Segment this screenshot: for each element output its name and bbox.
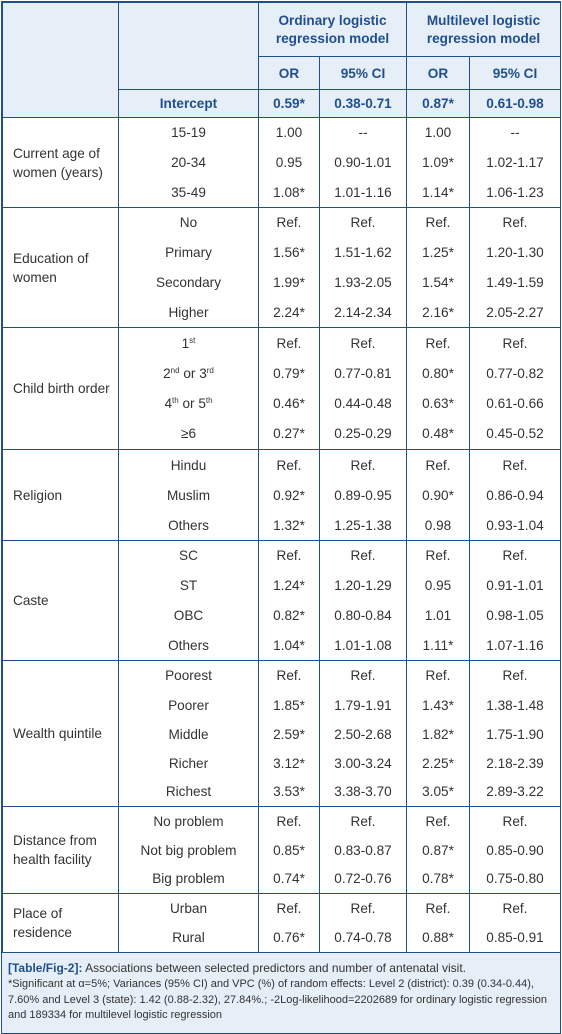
category-cell: Rural — [119, 924, 259, 953]
category-cell: Middle — [119, 720, 259, 749]
category-cell: OBC — [119, 601, 259, 631]
intercept-ci-multilevel: 0.61-0.98 — [470, 90, 561, 118]
table-row — [3, 118, 561, 148]
ci-multilevel-cell: 0.93-1.04 — [470, 511, 561, 541]
ci-multilevel-cell: 1.20-1.30 — [470, 238, 561, 268]
or-multilevel-cell: Ref. — [407, 807, 470, 836]
ci-multilevel-cell: 0.77-0.82 — [470, 359, 561, 389]
or-multilevel-cell: Ref. — [407, 450, 470, 481]
or-ordinary-cell: 2.59* — [259, 720, 320, 749]
intercept-or-multilevel: 0.87* — [407, 90, 470, 118]
or-multilevel-cell: 2.16* — [407, 298, 470, 328]
or-ordinary-cell: Ref. — [259, 661, 320, 691]
category-cell: Others — [119, 511, 259, 541]
or-multilevel-cell: Ref. — [407, 208, 470, 238]
ci-multilevel-cell: Ref. — [470, 208, 561, 238]
or-ordinary-cell: Ref. — [259, 450, 320, 481]
or-header: OR — [259, 57, 320, 90]
ci-multilevel-cell: 0.86-0.94 — [470, 481, 561, 511]
category-cell: 2nd or 3rd — [119, 359, 259, 389]
or-ordinary-cell: 1.32* — [259, 511, 320, 541]
category-cell: 1st — [119, 328, 259, 359]
category-cell: Others — [119, 631, 259, 661]
or-ordinary-cell: 1.24* — [259, 571, 320, 601]
ci-multilevel-cell: 2.89-3.22 — [470, 778, 561, 807]
or-multilevel-cell: Ref. — [407, 661, 470, 691]
or-ordinary-cell: Ref. — [259, 328, 320, 359]
ci-ordinary-cell: Ref. — [320, 661, 407, 691]
ci-multilevel-cell: 0.45-0.52 — [470, 419, 561, 450]
ci-multilevel-cell: 0.91-1.01 — [470, 571, 561, 601]
or-ordinary-cell: 3.12* — [259, 749, 320, 778]
or-ordinary-cell: 1.04* — [259, 631, 320, 661]
ci-multilevel-cell: 1.02-1.17 — [470, 148, 561, 178]
ordinary-model-header: Ordinary logistic regression model — [259, 3, 407, 57]
ci-ordinary-cell: Ref. — [320, 541, 407, 571]
table-caption — [2, 953, 560, 1024]
ci-ordinary-cell: Ref. — [320, 450, 407, 481]
or-ordinary-cell: 0.85* — [259, 836, 320, 865]
model-header-row — [3, 3, 561, 57]
ci-ordinary-cell: 0.83-0.87 — [320, 836, 407, 865]
ci-multilevel-cell: 0.85-0.90 — [470, 836, 561, 865]
or-ordinary-cell: Ref. — [259, 208, 320, 238]
intercept-label: Intercept — [119, 90, 259, 118]
or-multilevel-cell: 0.98 — [407, 511, 470, 541]
ci-ordinary-cell: Ref. — [320, 807, 407, 836]
ci-ordinary-cell: 0.80-0.84 — [320, 601, 407, 631]
ci-ordinary-cell: 0.90-1.01 — [320, 148, 407, 178]
or-multilevel-cell: 0.48* — [407, 419, 470, 450]
or-ordinary-cell: 1.99* — [259, 268, 320, 298]
or-ordinary-cell: 1.85* — [259, 691, 320, 720]
stub-cell — [119, 3, 259, 90]
or-ordinary-cell: 0.79* — [259, 359, 320, 389]
or-multilevel-cell: 1.82* — [407, 720, 470, 749]
variable-cell: Wealth quintile — [3, 661, 119, 807]
intercept-ci-ordinary: 0.38-0.71 — [320, 90, 407, 118]
category-cell: 35-49 — [119, 178, 259, 208]
ci-multilevel-cell: 1.38-1.48 — [470, 691, 561, 720]
category-cell: Poorest — [119, 661, 259, 691]
ci-ordinary-cell: 1.20-1.29 — [320, 571, 407, 601]
ci-multilevel-cell: Ref. — [470, 450, 561, 481]
or-multilevel-cell: Ref. — [407, 894, 470, 924]
table-row — [3, 208, 561, 238]
or-multilevel-cell: 0.95 — [407, 571, 470, 601]
ci-multilevel-cell: Ref. — [470, 661, 561, 691]
ci-multilevel-cell: 2.18-2.39 — [470, 749, 561, 778]
ci-ordinary-cell: Ref. — [320, 328, 407, 359]
category-cell: Secondary — [119, 268, 259, 298]
or-ordinary-cell: 3.53* — [259, 778, 320, 807]
caption-label: [Table/Fig-2]: — [8, 961, 83, 975]
or-ordinary-cell: 2.24* — [259, 298, 320, 328]
or-header: OR — [407, 57, 470, 90]
or-ordinary-cell: 0.95 — [259, 148, 320, 178]
ci-ordinary-cell: 0.72-0.76 — [320, 865, 407, 894]
table-row — [3, 541, 561, 571]
or-multilevel-cell: 1.25* — [407, 238, 470, 268]
ci-ordinary-cell: Ref. — [320, 894, 407, 924]
or-multilevel-cell: 0.87* — [407, 836, 470, 865]
variable-cell: Distance from health facility — [3, 807, 119, 894]
table-row — [3, 807, 561, 836]
variable-cell: Current age of women (years) — [3, 118, 119, 208]
ci-ordinary-cell: 1.25-1.38 — [320, 511, 407, 541]
table-row — [3, 328, 561, 359]
ci-multilevel-cell: Ref. — [470, 894, 561, 924]
ci-ordinary-cell: 2.50-2.68 — [320, 720, 407, 749]
variable-cell: Child birth order — [3, 328, 119, 450]
intercept-or-ordinary: 0.59* — [259, 90, 320, 118]
ci-ordinary-cell: 1.79-1.91 — [320, 691, 407, 720]
ci-ordinary-cell: 0.77-0.81 — [320, 359, 407, 389]
ci-ordinary-cell: 0.89-0.95 — [320, 481, 407, 511]
or-multilevel-cell: 1.01 — [407, 601, 470, 631]
ci-multilevel-cell: 1.06-1.23 — [470, 178, 561, 208]
or-multilevel-cell: 2.25* — [407, 749, 470, 778]
ci-multilevel-cell: 0.61-0.66 — [470, 389, 561, 419]
or-ordinary-cell: Ref. — [259, 894, 320, 924]
category-cell: 4th or 5th — [119, 389, 259, 419]
multilevel-model-header: Multilevel logistic regression model — [407, 3, 561, 57]
category-cell: Urban — [119, 894, 259, 924]
or-multilevel-cell: 3.05* — [407, 778, 470, 807]
table-figure — [1, 1, 561, 1034]
caption-note: *Significant at α=5%; Variances (95% CI) and VPC (%) of random effects: Level 2 (district): 0.39 (0.34-0.44), 7.60% and Level 3 (state): 1.42 (0.88-2.32), 27.84%.; -2Log-likelihood=2202689 for ordinary logistic regression and 189334 for multilevel logistic regression — [8, 978, 548, 1021]
or-multilevel-cell: 1.09* — [407, 148, 470, 178]
ci-ordinary-cell: 3.00-3.24 — [320, 749, 407, 778]
ci-header: 95% CI — [320, 57, 407, 90]
ci-multilevel-cell: 0.85-0.91 — [470, 924, 561, 953]
category-cell: Richer — [119, 749, 259, 778]
category-cell: Not big problem — [119, 836, 259, 865]
ci-ordinary-cell: 0.44-0.48 — [320, 389, 407, 419]
or-ordinary-cell: 1.00 — [259, 118, 320, 148]
ci-ordinary-cell: 1.93-2.05 — [320, 268, 407, 298]
ci-multilevel-cell: 0.98-1.05 — [470, 601, 561, 631]
caption-text: Associations between selected predictors and number of antenatal visit. — [85, 961, 466, 975]
variable-cell: Place of residence — [3, 894, 119, 953]
or-ordinary-cell: 0.74* — [259, 865, 320, 894]
or-multilevel-cell: 0.88* — [407, 924, 470, 953]
category-cell: Poorer — [119, 691, 259, 720]
category-cell: No — [119, 208, 259, 238]
category-cell: Hindu — [119, 450, 259, 481]
category-cell: Big problem — [119, 865, 259, 894]
ci-multilevel-cell: -- — [470, 118, 561, 148]
ci-ordinary-cell: 3.38-3.70 — [320, 778, 407, 807]
category-cell: ≥6 — [119, 419, 259, 450]
or-multilevel-cell: 0.90* — [407, 481, 470, 511]
or-multilevel-cell: 0.78* — [407, 865, 470, 894]
ci-multilevel-cell: 1.49-1.59 — [470, 268, 561, 298]
or-multilevel-cell: Ref. — [407, 328, 470, 359]
category-cell: 20-34 — [119, 148, 259, 178]
category-cell: Richest — [119, 778, 259, 807]
category-cell: Higher — [119, 298, 259, 328]
or-ordinary-cell: 1.08* — [259, 178, 320, 208]
category-cell: Primary — [119, 238, 259, 268]
ci-ordinary-cell: 1.01-1.08 — [320, 631, 407, 661]
ci-ordinary-cell: Ref. — [320, 208, 407, 238]
or-ordinary-cell: 0.76* — [259, 924, 320, 953]
or-multilevel-cell: 0.63* — [407, 389, 470, 419]
ci-multilevel-cell: 1.75-1.90 — [470, 720, 561, 749]
category-cell: Muslim — [119, 481, 259, 511]
variable-cell: Religion — [3, 450, 119, 541]
ci-multilevel-cell: 2.05-2.27 — [470, 298, 561, 328]
or-multilevel-cell: 1.54* — [407, 268, 470, 298]
or-ordinary-cell: 0.92* — [259, 481, 320, 511]
or-multilevel-cell: 1.43* — [407, 691, 470, 720]
ci-ordinary-cell: 1.51-1.62 — [320, 238, 407, 268]
ci-ordinary-cell: 0.25-0.29 — [320, 419, 407, 450]
ci-multilevel-cell: 0.75-0.80 — [470, 865, 561, 894]
ci-multilevel-cell: 1.07-1.16 — [470, 631, 561, 661]
ci-multilevel-cell: Ref. — [470, 807, 561, 836]
ci-multilevel-cell: Ref. — [470, 328, 561, 359]
table-row — [3, 661, 561, 691]
or-ordinary-cell: Ref. — [259, 541, 320, 571]
or-multilevel-cell: 0.80* — [407, 359, 470, 389]
ci-multilevel-cell: Ref. — [470, 541, 561, 571]
ci-ordinary-cell: 2.14-2.34 — [320, 298, 407, 328]
stub-cell — [3, 3, 119, 118]
or-ordinary-cell: 0.27* — [259, 419, 320, 450]
category-cell: ST — [119, 571, 259, 601]
or-multilevel-cell: Ref. — [407, 541, 470, 571]
ci-ordinary-cell: 1.01-1.16 — [320, 178, 407, 208]
category-cell: 15-19 — [119, 118, 259, 148]
or-ordinary-cell: 1.56* — [259, 238, 320, 268]
or-ordinary-cell: Ref. — [259, 807, 320, 836]
variable-cell: Caste — [3, 541, 119, 661]
or-ordinary-cell: 0.82* — [259, 601, 320, 631]
table-row — [3, 894, 561, 924]
or-ordinary-cell: 0.46* — [259, 389, 320, 419]
or-multilevel-cell: 1.00 — [407, 118, 470, 148]
or-multilevel-cell: 1.14* — [407, 178, 470, 208]
results-table — [2, 2, 561, 953]
category-cell: No problem — [119, 807, 259, 836]
variable-cell: Education of women — [3, 208, 119, 328]
ci-ordinary-cell: -- — [320, 118, 407, 148]
or-multilevel-cell: 1.11* — [407, 631, 470, 661]
category-cell: SC — [119, 541, 259, 571]
ci-header: 95% CI — [470, 57, 561, 90]
ci-ordinary-cell: 0.74-0.78 — [320, 924, 407, 953]
table-row — [3, 450, 561, 481]
